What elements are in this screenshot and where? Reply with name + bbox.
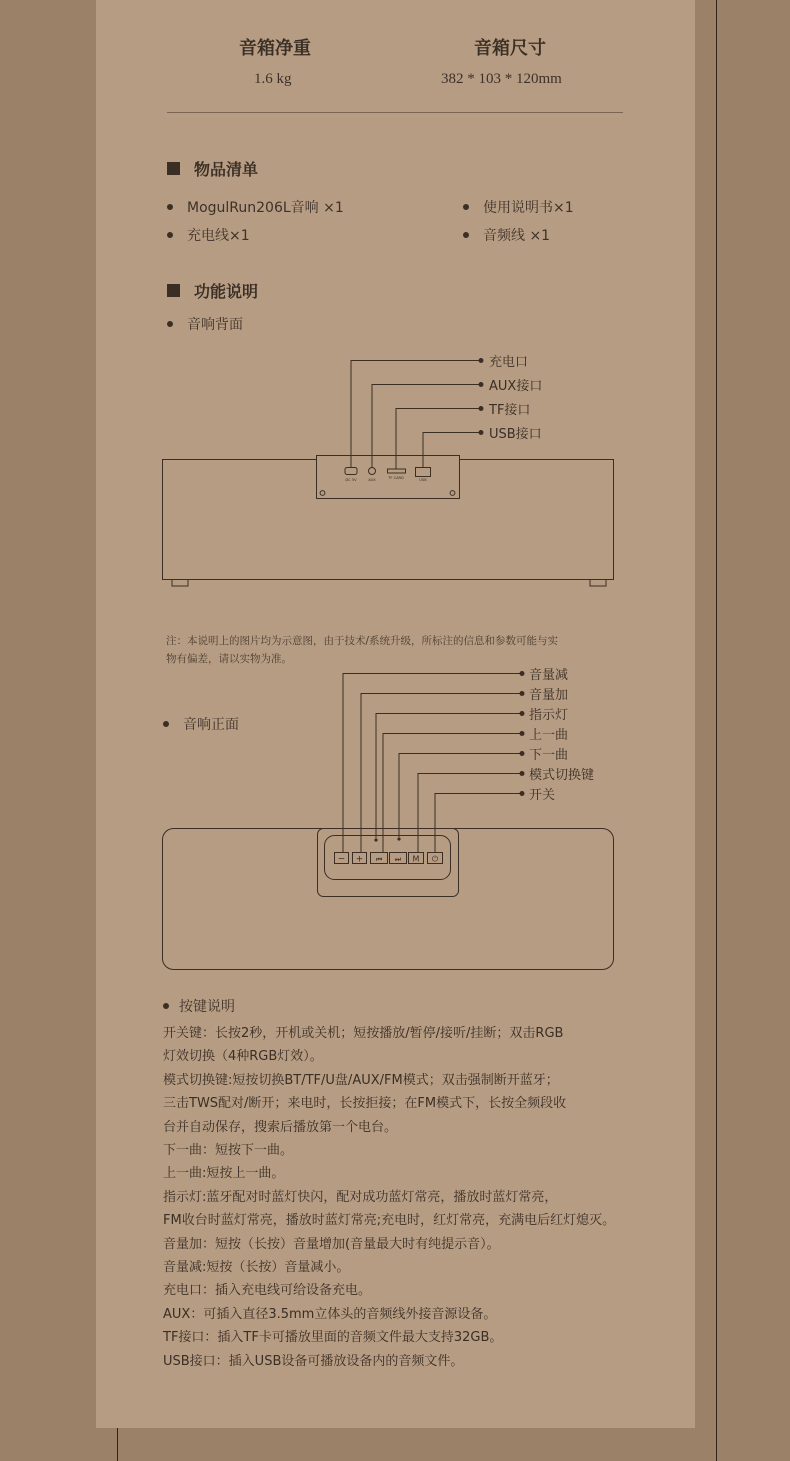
functions-title: 功能说明 <box>194 282 259 301</box>
desc-line: 三击TWS配对/断开；来电时，长按拒接；在FM模式下，长按全频段收 <box>163 1096 567 1112</box>
callout-charge-port: 充电口 <box>489 355 529 370</box>
front-view-heading: 音响正面 <box>163 714 239 734</box>
plus-icon: + <box>355 854 364 865</box>
indicator-light-icon <box>397 837 400 840</box>
desc-line: TF接口：插入TF卡可播放里面的音频文件最大支持32GB。 <box>163 1330 503 1346</box>
keys-heading: 按键说明 <box>163 996 235 1016</box>
desc-line: 音量加：短按（长按）音量增加(音量最大时有纯提示音）。 <box>163 1236 500 1252</box>
key-descriptions <box>163 1022 615 1373</box>
list-item: 使用说明书×1 <box>463 197 574 217</box>
callout-previous: 上一曲 <box>529 728 569 743</box>
bullet-icon <box>163 1003 169 1009</box>
list-item: MogulRun206L音响 ×1 <box>167 197 344 217</box>
port-label: TF CARD <box>388 476 404 480</box>
desc-line: 台并自动保存，搜索后播放第一个电台。 <box>163 1119 398 1135</box>
callout-aux-port: AUX接口 <box>489 379 543 394</box>
weight-label: 音箱净重 <box>239 38 311 59</box>
callout-indicator: 指示灯 <box>529 708 569 723</box>
list-item: 充电线×1 <box>167 225 250 245</box>
port-label: USB <box>419 478 427 482</box>
callout-volume-down: 音量减 <box>529 668 569 683</box>
desc-line: USB接口：插入USB设备可播放设备内的音频文件。 <box>163 1353 464 1369</box>
size-value: 382 * 103 * 120mm <box>441 71 562 87</box>
desc-line: 灯效切换（4种RGB灯效）。 <box>163 1049 323 1065</box>
desc-line: 充电口：插入充电线可给设备充电。 <box>163 1283 372 1299</box>
desc-line: 指示灯:蓝牙配对时蓝灯快闪，配对成功蓝灯常亮，播放时蓝灯常亮， <box>163 1189 558 1205</box>
desc-line: 开关键：长按2秒，开机或关机；短按播放/暂停/接听/挂断；双击RGB <box>163 1026 564 1041</box>
desc-line: 音量减:短按（长按）音量减小。 <box>163 1260 350 1276</box>
front-callout-dots <box>374 671 524 842</box>
desc-line: FM收台时蓝灯常亮，播放时蓝灯常亮;充电时，红灯常亮，充满电后红灯熄灭。 <box>163 1213 616 1229</box>
callout-volume-up: 音量加 <box>529 688 569 703</box>
desc-line: AUX：可插入直径3.5mm立体头的音频线外接音源设备。 <box>163 1306 497 1322</box>
previous-icon: ⏮ <box>375 855 383 864</box>
disclaimer-note: 注：本说明上的图片均为示意图，由于技术/系统升级，所标注的信息和参数可能与实 物有偏差，请以实物为准。 <box>166 635 559 665</box>
minus-icon: − <box>337 854 346 865</box>
power-icon: ⏻ <box>431 854 439 864</box>
back-callout-dots <box>479 358 484 435</box>
callout-next: 下一曲 <box>529 748 569 763</box>
back-speaker-diagram <box>163 361 614 587</box>
indicator-light-icon <box>374 838 377 841</box>
size-label: 音箱尺寸 <box>474 38 546 59</box>
callout-power: 开关 <box>529 788 556 803</box>
callout-usb-port: USB接口 <box>489 427 542 442</box>
port-label: AUX <box>368 478 376 482</box>
weight-value: 1.6 kg <box>254 71 292 87</box>
callout-mode-key: 模式切换键 <box>529 768 595 783</box>
port-label: DC 5V <box>345 478 357 482</box>
desc-line: 下一曲：短按下一曲。 <box>163 1143 294 1159</box>
desc-line: 模式切换键:短按切换BT/TF/U盘/AUX/FM模式；双击强制断开蓝牙； <box>163 1072 559 1088</box>
callout-tf-port: TF接口 <box>489 403 531 418</box>
next-icon: ⏭ <box>394 855 402 864</box>
desc-line: 上一曲:短按上一曲。 <box>163 1166 285 1182</box>
back-view-heading: 音响背面 <box>167 314 243 334</box>
list-item: 音频线 ×1 <box>463 225 550 245</box>
mode-icon: M <box>412 854 420 864</box>
bullet-icon <box>163 721 169 727</box>
contents-title: 物品清单 <box>194 160 259 179</box>
